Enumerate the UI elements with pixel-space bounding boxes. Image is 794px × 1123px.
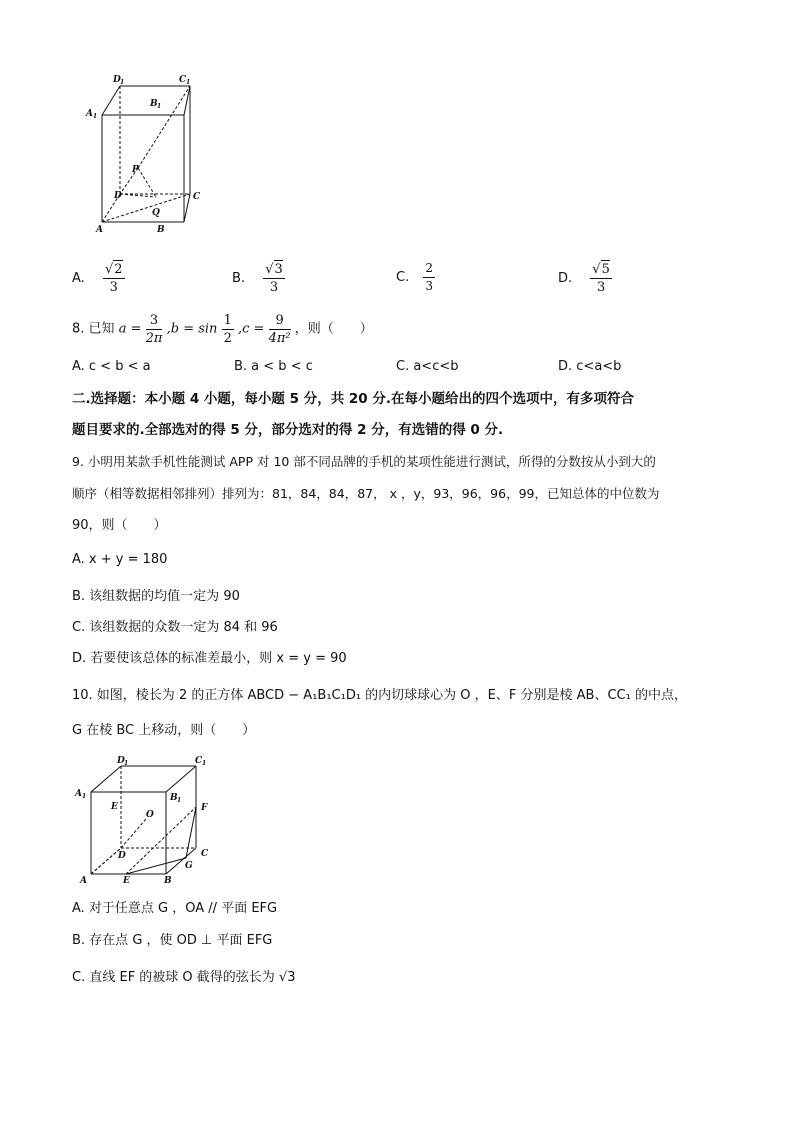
label-A1-sub: 1 xyxy=(93,113,98,120)
equals-sign: = xyxy=(130,321,142,337)
q8-stem xyxy=(72,312,373,347)
label-A: A xyxy=(80,876,87,886)
denominator: 3 xyxy=(269,280,279,295)
label-C: C xyxy=(201,849,209,859)
section2-line2: 题目要求的.全部选对的得 5 分，部分选对的得 2 分，有选错的得 0 分. xyxy=(72,422,504,438)
radicand: 2 xyxy=(114,262,123,277)
radicand: 5 xyxy=(601,262,610,277)
q10-option-c: C. 直线 EF 的被球 O 截得的弦长为 √3 xyxy=(72,970,296,985)
fraction: $\frac{√2}{3}$ xyxy=(104,262,123,295)
label-D: D xyxy=(118,851,126,861)
numerator: 1 xyxy=(223,313,232,328)
q8-number: 8. 已知 xyxy=(72,321,115,337)
label-O: O xyxy=(146,810,154,820)
numerator: 9 xyxy=(269,312,291,330)
denominator: 2π xyxy=(145,331,163,346)
label-A: A xyxy=(96,225,103,235)
label-B: B xyxy=(157,225,165,235)
var-b: ,b = sin xyxy=(166,321,218,337)
label-B1: B xyxy=(150,99,158,109)
label-D: D xyxy=(114,191,122,201)
fraction xyxy=(423,260,435,295)
label-B1: B xyxy=(170,793,178,803)
q7-option-c xyxy=(396,260,435,295)
q7-option-a xyxy=(72,260,125,296)
var-a: a xyxy=(118,321,127,337)
var-c: ,c = xyxy=(238,321,265,337)
option-letter: C. xyxy=(396,270,410,285)
fraction-b xyxy=(222,312,234,347)
q8-option-c: C. a<c<b xyxy=(396,359,459,374)
option-letter: A. xyxy=(72,270,85,286)
label-E: E xyxy=(123,876,130,886)
label-D1: D xyxy=(117,756,125,766)
label-E-top: E xyxy=(111,802,118,812)
label-C1-sub: 1 xyxy=(202,760,207,767)
denominator: 4π² xyxy=(268,331,291,346)
q9-line1: 9. 小明用某款手机性能测试 APP 对 10 部不同品牌的手机的某项性能进行测试，所得的分数按从小到大的 xyxy=(72,454,656,469)
fraction-a xyxy=(146,312,163,347)
numerator: 2 xyxy=(423,260,435,278)
denominator: 3 xyxy=(596,280,606,295)
denominator: 3 xyxy=(425,279,433,293)
q9-option-c: C. 该组数据的众数一定为 84 和 96 xyxy=(72,620,278,635)
label-P: P xyxy=(132,165,139,175)
q9-line3: 90，则（ ） xyxy=(72,518,167,533)
numerator: 3 xyxy=(146,312,163,330)
label-Q: Q xyxy=(152,208,160,218)
q10-option-a: A. 对于任意点 G ，OA // 平面 EFG xyxy=(72,901,278,916)
radicand: 3 xyxy=(274,262,283,277)
label-C: C xyxy=(193,192,201,202)
q9-option-b: B. 该组数据的均值一定为 90 xyxy=(72,589,240,604)
label-A1: A xyxy=(86,109,93,119)
q8-option-a: A. c < b < a xyxy=(72,359,151,374)
cube-diagram xyxy=(74,752,224,887)
label-C1-sub: 1 xyxy=(186,79,191,86)
label-A1-sub: 1 xyxy=(82,793,87,800)
q9-option-a: A. x + y = 180 xyxy=(72,552,168,567)
q8-option-b: B. a < b < c xyxy=(234,359,313,374)
label-D1-sub: 1 xyxy=(124,760,129,767)
q10-line2: G 在棱 BC 上移动，则（ ） xyxy=(72,723,256,738)
q8-option-d: D. c<a<b xyxy=(558,359,622,374)
section2-line1: 二.选择题：本小题 4 小题，每小题 5 分，共 20 分.在每小题给出的四个选项中，有多项符合 xyxy=(72,391,635,407)
denominator: 2 xyxy=(223,331,232,346)
q10-line1: 10. 如图，棱长为 2 的正方体 ABCD − A₁B₁C₁D₁ 的内切球球心为 O ，E、F 分别是棱 AB、CC₁ 的中点， xyxy=(72,688,687,703)
q9-option-d: D. 若要使该总体的标准差最小，则 x = y = 90 xyxy=(72,651,347,666)
label-B1-sub: 1 xyxy=(177,797,182,804)
q8-tail: ，则（ ） xyxy=(294,321,373,337)
option-letter: D. xyxy=(558,270,573,286)
label-B: B xyxy=(164,876,172,886)
label-F: F xyxy=(201,803,208,813)
prism-diagram xyxy=(80,70,210,240)
q7-option-b xyxy=(232,260,285,296)
cube-figure xyxy=(74,752,224,887)
fraction: $\frac{√3}{3}$ xyxy=(265,262,283,295)
denominator: 3 xyxy=(109,280,118,295)
q7-option-d xyxy=(558,260,612,296)
q9-line2: 顺序（相等数据相邻排列）排列为：81，84，84，87， x ，y，93，96，96，99，已知总体的中位数为 xyxy=(72,486,660,501)
label-C1: C xyxy=(195,756,203,766)
label-A1: A xyxy=(75,789,82,799)
prism-figure xyxy=(80,70,210,240)
label-B1-sub: 1 xyxy=(157,103,162,110)
label-D1-sub: 1 xyxy=(120,79,125,86)
q10-option-b: B. 存在点 G ，使 OD ⊥ 平面 EFG xyxy=(72,933,273,948)
option-letter: B. xyxy=(232,270,246,286)
fraction-c xyxy=(269,312,291,347)
label-D1: D xyxy=(113,75,121,85)
fraction: $\frac{√5}{3}$ xyxy=(592,262,610,295)
label-C1: C xyxy=(179,75,187,85)
label-G: G xyxy=(185,861,193,871)
